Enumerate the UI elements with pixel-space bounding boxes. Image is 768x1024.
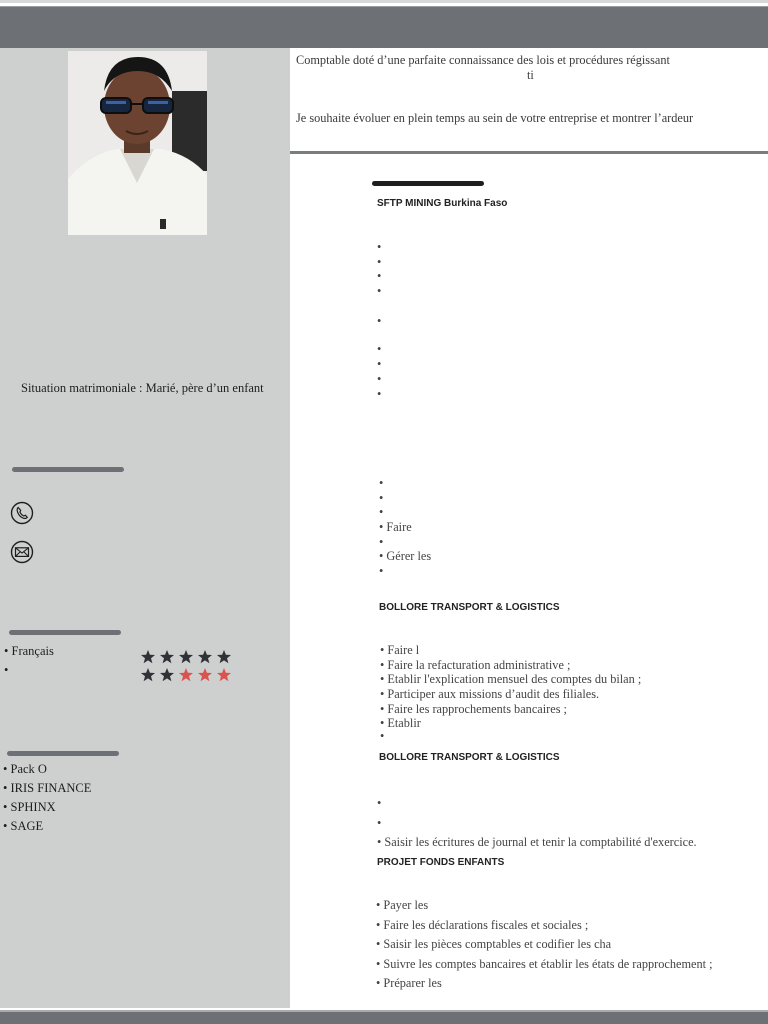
summary-line: Comptable doté d’une parfaite connaissance des lois et procédures régissant (296, 53, 670, 67)
company-name: PROJET FONDS ENFANTS (377, 857, 505, 868)
list-item: • (379, 534, 384, 549)
list-item: • Saisir les pièces comptables et codifier les cha (376, 937, 612, 951)
list-item: • (377, 342, 382, 357)
list-item: • Participer aux missions d’audit des filiales. (380, 687, 600, 702)
list-item: • Etablir l'explication mensuel des comptes du bilan ; (380, 672, 642, 687)
experience-section-bar (372, 181, 484, 186)
language-item: • (4, 663, 9, 677)
experience-items (377, 794, 697, 853)
star-icon (197, 649, 213, 665)
list-item: • Faire les déclarations fiscales et sociales ; (376, 917, 589, 932)
footer-band (0, 1010, 768, 1024)
company-name: SFTP MINING Burkina Faso (377, 198, 508, 209)
list-item: • (379, 505, 384, 520)
list-item: • (377, 269, 382, 284)
experience-items (380, 643, 642, 744)
envelope-icon (10, 540, 34, 564)
list-item: • Gérer les (379, 549, 432, 564)
star-icon (216, 667, 232, 683)
list-item: • (377, 815, 382, 830)
list-item: • Préparer les (376, 976, 442, 990)
contact-section-bar (12, 467, 124, 472)
star-icon (140, 667, 156, 683)
list-item: • Faire la refacturation administrative ; (380, 657, 571, 672)
star-icon (216, 649, 232, 665)
list-item: • (377, 254, 382, 269)
list-item: • Faire les rapprochements bancaires ; (380, 701, 567, 716)
top-rule (0, 0, 768, 3)
list-item: • (377, 240, 382, 254)
list-item: • Saisir les écritures de journal et tenir la comptabilité d'exercice. (377, 835, 697, 849)
star-icon (178, 667, 194, 683)
profile-photo (68, 51, 207, 235)
list-item: • Suivre les comptes bancaires et établir les états de rapprochement ; (376, 956, 713, 971)
list-item: • (377, 796, 382, 810)
company-name: BOLLORE TRANSPORT & LOGISTICS (379, 752, 560, 763)
summary-line: ti (527, 68, 534, 82)
experience-items (376, 896, 713, 994)
star-icon (197, 667, 213, 683)
languages-list (4, 642, 54, 680)
software-item: • IRIS FINANCE (3, 781, 92, 795)
language-rating (140, 667, 232, 683)
software-item: • SPHINX (3, 800, 56, 814)
list-item: • Payer les (376, 898, 429, 912)
experience-items (379, 476, 431, 579)
software-section-bar (7, 751, 119, 756)
company-name: BOLLORE TRANSPORT & LOGISTICS (379, 602, 560, 613)
software-item: • SAGE (3, 819, 44, 833)
languages-section-bar (9, 630, 121, 635)
list-item: • Faire (379, 520, 412, 535)
list-item: • Etablir (380, 716, 421, 731)
list-item: • (377, 386, 382, 401)
language-item: • Français (4, 644, 54, 658)
header-band (0, 6, 768, 48)
summary-divider (290, 151, 768, 154)
phone-icon (10, 501, 34, 525)
star-icon (178, 649, 194, 665)
summary-line: Je souhaite évoluer en plein temps au sein de votre entreprise et montrer l’ardeur (296, 111, 694, 125)
list-item: • (380, 729, 385, 744)
star-icon (159, 667, 175, 683)
software-list (3, 760, 91, 836)
list-item: • (377, 284, 382, 299)
marital-status: Situation matrimoniale : Marié, père d’un enfant (21, 381, 264, 395)
list-item: • (379, 476, 384, 490)
list-item: • (377, 313, 382, 328)
list-item: • (377, 371, 382, 386)
language-rating (140, 649, 232, 665)
list-item: • (377, 357, 382, 372)
list-item: • (379, 490, 384, 505)
star-icon (140, 649, 156, 665)
list-item: • (379, 564, 384, 579)
list-item: • Faire l (380, 643, 420, 657)
software-item: • Pack O (3, 762, 47, 776)
experience-items (377, 240, 381, 401)
star-icon (159, 649, 175, 665)
